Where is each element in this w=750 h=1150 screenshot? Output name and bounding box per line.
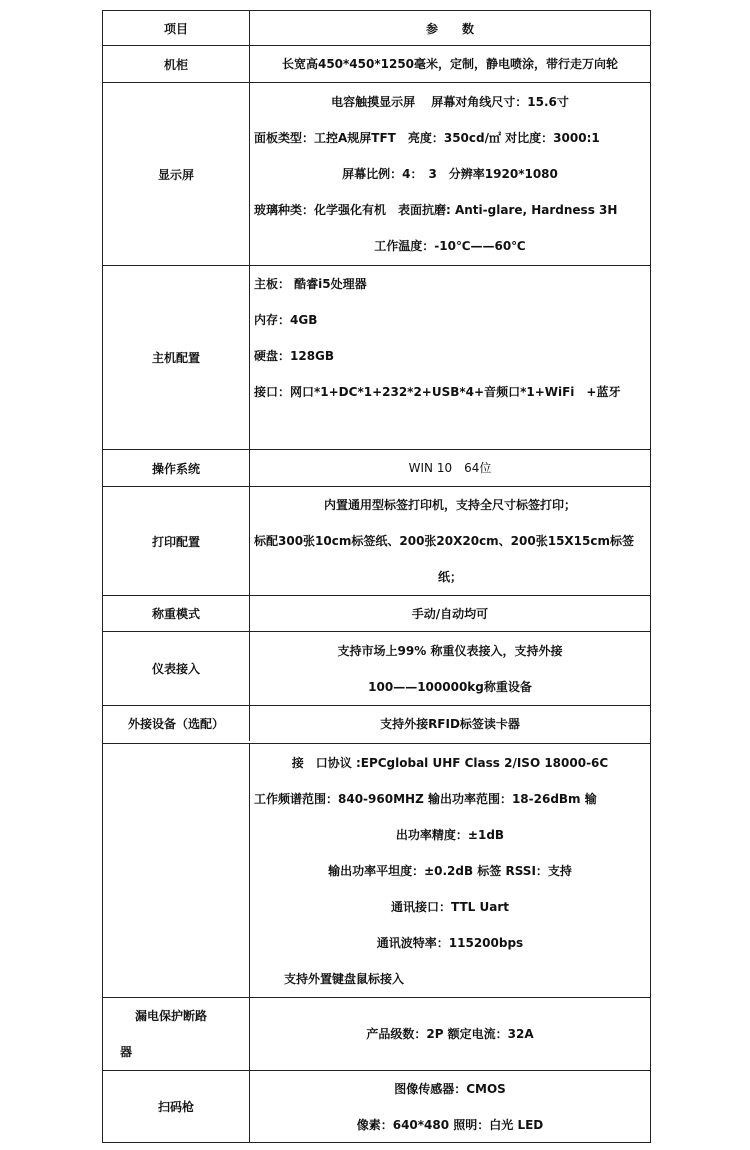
- table-row: [102, 45, 651, 82]
- row-label: 仪表接入: [103, 632, 250, 705]
- row-line: 工作温度：-10℃——60℃: [374, 239, 526, 253]
- row-line: 像素：640*480 照明：白光 LED: [356, 1117, 544, 1132]
- row-line: 通讯波特率：115200bps: [376, 935, 524, 950]
- row-label-line: 漏电保护断路: [134, 1009, 207, 1023]
- row-line: 工作频谱范围：840-960MHZ 输出功率范围：18-26dBm 输: [254, 791, 597, 806]
- table-row: [102, 265, 651, 449]
- row-line: WIN 10 64位: [408, 461, 492, 475]
- row-label: 外接设备（选配）: [103, 706, 250, 741]
- row-line: 支持外置键盘鼠标接入: [284, 971, 405, 986]
- spec-table: [102, 10, 651, 1143]
- row-line: 电容触摸显示屏 屏幕对角线尺寸：15.6寸: [331, 95, 569, 109]
- row-line: 玻璃种类：化学强化有机 表面抗磨: Anti-glare, Hardness 3H: [254, 203, 618, 217]
- row-value: [250, 83, 650, 265]
- row-label-line: 器: [119, 1045, 132, 1059]
- row-line: 内存：4GB: [254, 313, 318, 327]
- header-params: [250, 11, 650, 45]
- row-line: 长宽高450*450*1250毫米，定制，静电喷涂，带行走万向轮: [281, 57, 619, 71]
- row-value: [250, 596, 650, 631]
- row-value: [250, 632, 650, 705]
- header-params-text: 参 数: [425, 21, 474, 36]
- row-value: [250, 487, 650, 595]
- table-row: [102, 997, 651, 1070]
- table-row: [102, 1070, 651, 1143]
- row-value: [250, 1071, 650, 1142]
- row-line: 100——100000kg称重设备: [368, 679, 532, 694]
- row-line: 硬盘：128GB: [254, 349, 335, 363]
- header-item: 项目: [103, 11, 250, 45]
- row-label: 机柜: [103, 46, 250, 82]
- row-line: 接口：网口*1+DC*1+232*2+USB*4+音频口*1+WiFi +蓝牙: [254, 385, 621, 399]
- row-label: 扫码枪: [103, 1071, 250, 1142]
- table-row: [102, 595, 651, 631]
- table-row: [102, 449, 651, 486]
- table-row: [102, 705, 651, 741]
- row-value: [250, 46, 650, 82]
- row-line: 输出功率平坦度：±0.2dB 标签 RSSI：支持: [328, 863, 572, 878]
- row-value: [250, 744, 650, 997]
- row-label: 操作系统: [103, 450, 250, 486]
- table-row: [102, 486, 651, 595]
- row-value: [250, 266, 650, 449]
- row-line: 主板： 酷睿i5处理器: [254, 277, 367, 291]
- row-label: 主机配置: [103, 266, 250, 449]
- row-line: 接 口协议 :EPCglobal UHF Class 2/ISO 18000-6C: [291, 755, 609, 770]
- row-line: 纸；: [437, 570, 462, 584]
- row-line: 图像传感器：CMOS: [394, 1081, 506, 1096]
- row-line: 手动/自动均可: [411, 606, 489, 621]
- row-line: 通讯接口：TTL Uart: [391, 899, 509, 914]
- row-label: [103, 744, 250, 997]
- row-line: 支持外接RFID标签读卡器: [380, 716, 520, 731]
- row-line: 内置通用型标签打印机，支持全尺寸标签打印；: [323, 498, 576, 512]
- row-line: 出功率精度：±1dB: [395, 827, 505, 842]
- row-label: 打印配置: [103, 487, 250, 595]
- row-line: 面板类型：工控A规屏TFT 亮度：350cd/㎡ 对比度：3000:1: [254, 131, 600, 145]
- row-line: 标配300张10cm标签纸、200张20X20cm、200张15X15cm标签: [254, 534, 634, 548]
- row-line: 产品级数：2P 额定电流：32A: [366, 1027, 534, 1041]
- row-value: [250, 450, 650, 486]
- table-row: [102, 631, 651, 705]
- table-row: [102, 743, 651, 997]
- row-value: [250, 998, 650, 1070]
- row-label: 称重模式: [103, 596, 250, 631]
- row-line: 支持市场上99% 称重仪表接入，支持外接: [337, 643, 563, 658]
- table-row: [102, 82, 651, 265]
- row-label: [103, 998, 250, 1070]
- table-header-row: [102, 10, 651, 45]
- row-value: [250, 706, 650, 741]
- row-line: 屏幕比例：4： 3 分辨率1920*1080: [342, 167, 558, 181]
- row-label: 显示屏: [103, 83, 250, 265]
